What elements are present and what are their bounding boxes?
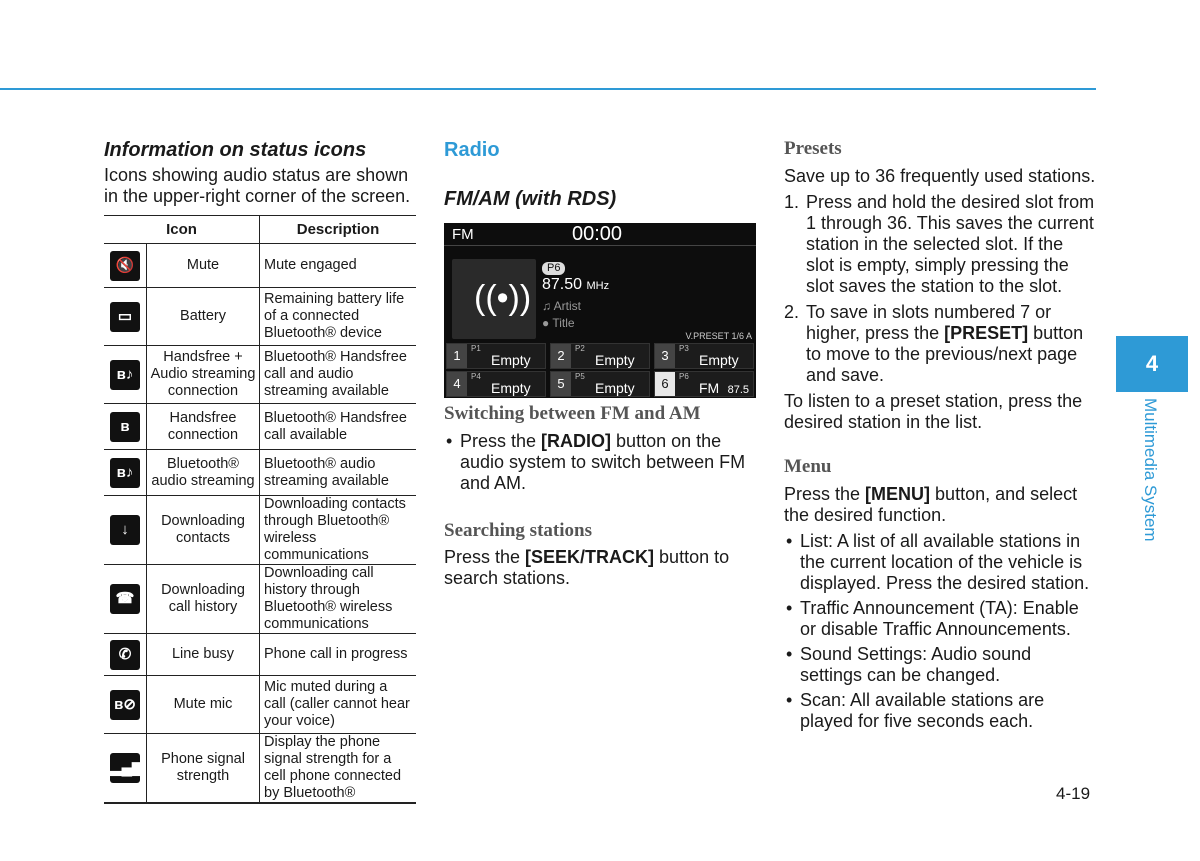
clock: 00:00: [572, 223, 623, 245]
presets-heading: Presets: [784, 138, 842, 159]
slot-preset-label: P3: [679, 344, 689, 353]
status-icons-intro: Icons showing audio status are shown in the upper-right corner of the screen.: [104, 165, 411, 206]
artist-icon: ♫: [542, 299, 551, 313]
slot-number: 1: [447, 344, 467, 368]
slot-label: Empty: [595, 380, 635, 396]
icon-description: Mic muted during a call (caller cannot hear your voice): [260, 676, 417, 734]
icon-cell: [104, 346, 147, 404]
icon-name: Handsfree + Audio streaming connection: [147, 346, 260, 404]
mute-mic-icon: ʙ⊘: [110, 690, 140, 720]
slot-preset-label: P6: [679, 372, 689, 381]
slot-label: Empty: [595, 352, 635, 368]
handsfree-audio-icon: ʙ♪: [110, 360, 140, 390]
slot-preset-label: P5: [575, 372, 585, 381]
slot-number: 3: [655, 344, 675, 368]
icon-description: Downloading contacts through Bluetooth® wireless communications: [260, 496, 417, 565]
switching-section: [444, 403, 756, 589]
icon-name: Phone signal strength: [147, 734, 260, 804]
seek-track-key: [SEEK/TRACK]: [525, 547, 655, 567]
title-row: [542, 316, 575, 330]
column-header-icon: Icon: [104, 216, 260, 244]
preset-badge: P6: [542, 262, 565, 275]
icon-cell: [104, 496, 147, 565]
preset-step-2: 2. To save in slots numbered 7 or higher, press the [PRESET] button to move to the previous/next page and save.: [784, 302, 1084, 385]
bluetooth-audio-icon: ʙ♪: [110, 458, 140, 488]
icon-description: Bluetooth® Handsfree call available: [260, 404, 417, 450]
slot-frequency: 87.5: [727, 384, 749, 396]
phone-signal-icon: ▂▄▆: [110, 753, 140, 783]
slot-label: Empty: [491, 352, 531, 368]
presets-intro: Save up to 36 frequently used stations.: [784, 166, 1096, 186]
menu-list-item: • Sound Settings: Audio sound settings can be changed.: [784, 644, 1096, 686]
menu-list-item: • List: A list of all available stations in the current location of the vehicle is displayed. Press the desired station.: [784, 531, 1096, 594]
table-row: [104, 450, 416, 496]
icon-name: Downloading call history: [147, 565, 260, 634]
menu-list-item: • Traffic Announcement (TA): Enable or disable Traffic Announcements.: [784, 598, 1096, 640]
title-label: Title: [552, 316, 575, 330]
preset-step-1: 1. Press and hold the desired slot from 1 through 36. This saves the current station in the selected slot. If the slot is empty, simply pressing the slot saves the station to the slot.: [784, 192, 1095, 296]
icon-description: Display the phone signal strength for a cell phone connected by Bluetooth®: [260, 734, 417, 804]
column-header-description: Description: [260, 216, 417, 244]
line-busy-icon: ✆: [110, 640, 140, 670]
icon-description: Bluetooth® audio streaming available: [260, 450, 417, 496]
icon-description: Phone call in progress: [260, 634, 417, 676]
download-call-history-icon: ☎: [110, 584, 140, 614]
menu-heading: Menu: [784, 456, 832, 477]
radio-heading: Radio: [444, 139, 500, 161]
icon-cell: [104, 676, 147, 734]
slot-preset-label: P4: [471, 372, 481, 381]
icon-description: Remaining battery life of a connected Bluetooth® device: [260, 288, 417, 346]
icon-name: Handsfree connection: [147, 404, 260, 450]
table-row: [104, 288, 416, 346]
table-row: [104, 244, 416, 288]
icon-description: Mute engaged: [260, 244, 417, 288]
preset-slot-3[interactable]: [654, 343, 754, 369]
menu-key: [MENU]: [865, 484, 931, 504]
icon-description: Bluetooth® Handsfree call and audio streaming available: [260, 346, 417, 404]
radio-section: [444, 138, 756, 211]
icon-name: Bluetooth® audio streaming: [147, 450, 260, 496]
slot-label: FM: [699, 380, 720, 396]
icon-cell: [104, 404, 147, 450]
searching-heading: Searching stations: [444, 520, 592, 541]
radio-screen: [444, 223, 756, 398]
page-number: 4-19: [1056, 784, 1091, 803]
icon-cell: [104, 244, 147, 288]
preset-slot-2[interactable]: [550, 343, 650, 369]
preset-slot-5[interactable]: [550, 371, 650, 397]
person-icon: ●: [542, 316, 550, 330]
icon-cell: [104, 734, 147, 804]
menu-intro: Press the [MENU] button, and select the desired function.: [784, 484, 1078, 525]
status-icons-heading: Information on status icons: [104, 139, 367, 161]
frequency-value: 87.50: [542, 276, 583, 293]
frequency-display: [542, 276, 609, 294]
icon-name: Mute mic: [147, 676, 260, 734]
icon-name: Battery: [147, 288, 260, 346]
icon-cell: [104, 288, 147, 346]
vpreset-indicator: V.PRESET 1/6 A: [685, 331, 752, 341]
preset-slot-4[interactable]: [446, 371, 546, 397]
table-row: [104, 496, 416, 565]
frequency-unit: MHz: [586, 280, 610, 292]
preset-slot-1[interactable]: [446, 343, 546, 369]
icon-description: Downloading call history through Bluetooth® wireless communications: [260, 565, 417, 634]
download-contacts-icon: ↓: [110, 515, 140, 545]
radio-key: [RADIO]: [541, 431, 612, 451]
presets-listen: To listen to a preset station, press the desired station in the list.: [784, 391, 1083, 432]
table-row: [104, 346, 416, 404]
icon-cell: [104, 565, 147, 634]
slot-label: Empty: [491, 380, 531, 396]
status-icons-table: [104, 215, 416, 804]
switching-text: • Press the [RADIO] button on the audio system to switch between FM and AM.: [444, 431, 756, 494]
slot-number: 6: [655, 372, 675, 396]
radio-status-bar: [444, 223, 756, 246]
chapter-tab: 4: [1116, 336, 1188, 392]
table-row: [104, 634, 416, 676]
top-rule: [0, 88, 1096, 90]
searching-text: Press the [SEEK/TRACK] button to search stations.: [444, 547, 730, 588]
handsfree-icon: ʙ: [110, 412, 140, 442]
slot-preset-label: P1: [471, 344, 481, 353]
table-row: [104, 565, 416, 634]
preset-slot-6[interactable]: [654, 371, 754, 397]
table-row: [104, 676, 416, 734]
icon-name: Mute: [147, 244, 260, 288]
slot-number: 5: [551, 372, 571, 396]
icon-name: Line busy: [147, 634, 260, 676]
status-icons-section: [104, 138, 416, 804]
radio-album-art: [452, 259, 536, 339]
switching-heading: Switching between FM and AM: [444, 403, 701, 424]
mute-icon: 🔇: [110, 251, 140, 281]
icon-name: Downloading contacts: [147, 496, 260, 565]
presets-section: [784, 138, 1096, 732]
band-label: FM: [452, 226, 474, 243]
artist-label: Artist: [553, 299, 582, 313]
battery-icon: ▭: [110, 302, 140, 332]
table-row: [104, 734, 416, 804]
slot-label: Empty: [699, 352, 739, 368]
icon-cell: [104, 450, 147, 496]
artist-row: [542, 299, 581, 313]
table-row: [104, 404, 416, 450]
icon-cell: [104, 634, 147, 676]
broadcast-icon: ((•)): [474, 279, 532, 317]
slot-number: 4: [447, 372, 467, 396]
slot-number: 2: [551, 344, 571, 368]
slot-preset-label: P2: [575, 344, 585, 353]
preset-key: [PRESET]: [944, 323, 1029, 343]
chapter-title: Multimedia System: [1141, 398, 1160, 542]
fm-am-heading: FM/AM (with RDS): [444, 188, 617, 210]
menu-list-item: • Scan: All available stations are played for five seconds each.: [784, 690, 1096, 732]
